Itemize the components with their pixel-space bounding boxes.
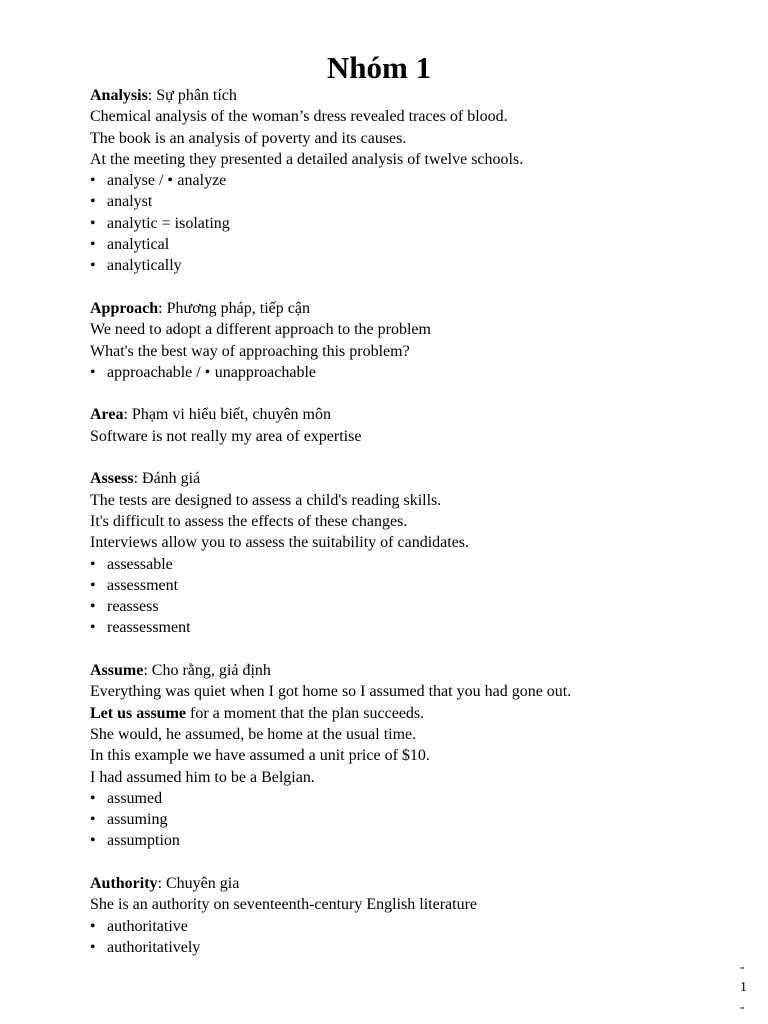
example-sentence: She is an authority on seventeenth-century English literature bbox=[90, 896, 477, 914]
entry-authority-heading bbox=[90, 873, 730, 894]
bullet-item: • assessment bbox=[90, 575, 730, 596]
headword: Approach bbox=[90, 299, 159, 317]
bullet-item: • assumed bbox=[90, 788, 730, 809]
bullet-item: • analytically bbox=[90, 255, 730, 276]
headword: Analysis bbox=[90, 87, 148, 104]
page-number: - 1 - bbox=[740, 960, 747, 1015]
entry-approach-heading bbox=[90, 298, 730, 319]
example-sentence: Everything was quiet when I got home so I assumed that you had gone out. bbox=[90, 683, 572, 701]
bullet-item: • analytical bbox=[90, 234, 730, 255]
bold-phrase: Let us assume bbox=[90, 704, 187, 722]
example-sentence: Chemical analysis of the woman’s dress revealed traces of blood. bbox=[90, 108, 508, 126]
meaning: : Chuyên gia bbox=[157, 874, 240, 892]
bullet-icon: • bbox=[90, 789, 96, 807]
meaning: : Cho rằng, giả định bbox=[143, 662, 271, 680]
spacer bbox=[90, 639, 730, 660]
bullet-icon: • bbox=[167, 172, 174, 190]
bullet-icon: • bbox=[204, 363, 211, 381]
headword: Assume bbox=[90, 662, 144, 680]
bullet-item: • authoritatively bbox=[90, 937, 730, 958]
bullet-icon: • bbox=[90, 193, 96, 211]
bullet-icon: • bbox=[90, 555, 96, 573]
page-title: Nhóm 1 bbox=[326, 50, 432, 85]
spacer bbox=[90, 383, 730, 404]
bullet-item: • assumption bbox=[90, 830, 730, 851]
bullet-icon: • bbox=[90, 576, 96, 594]
bullet-item: • analyst bbox=[90, 191, 730, 212]
meaning: : Phương pháp, tiếp cận bbox=[158, 299, 310, 317]
headword: Area bbox=[90, 406, 124, 424]
bullet-icon: • bbox=[90, 363, 96, 381]
example-sentence: Interviews allow you to assess the suitability of candidates. bbox=[90, 534, 470, 552]
bullet-icon: • bbox=[90, 236, 96, 254]
spacer bbox=[90, 852, 730, 873]
bullet-icon: • bbox=[90, 172, 96, 190]
headword: Authority bbox=[90, 874, 158, 892]
example-sentence: It's difficult to assess the effects of these changes. bbox=[90, 512, 408, 530]
bullet-icon: • bbox=[90, 811, 96, 829]
example-sentence: In this example we have assumed a unit price of $10. bbox=[90, 747, 430, 765]
spacer bbox=[90, 447, 730, 468]
example-sentence: We need to adopt a different approach to the problem bbox=[90, 321, 431, 339]
bullet-item: • analyse / • analyze bbox=[90, 170, 730, 191]
bullet-icon: • bbox=[90, 619, 96, 637]
meaning: : Sự phân tích bbox=[147, 87, 237, 104]
bullet-icon: • bbox=[90, 214, 96, 232]
example-sentence: Software is not really my area of expertise bbox=[90, 427, 362, 445]
example-sentence: The tests are designed to assess a child's reading skills. bbox=[90, 491, 442, 509]
bullet-item: • reassess bbox=[90, 596, 730, 617]
bullet-icon: • bbox=[90, 598, 96, 616]
entry-area-heading bbox=[90, 404, 730, 425]
bullet-item: • analytic = isolating bbox=[90, 213, 730, 234]
entry-assess-heading bbox=[90, 468, 730, 489]
bullet-item: • authoritative bbox=[90, 916, 730, 937]
bullet-item: • assuming bbox=[90, 809, 730, 830]
entry-assume-heading bbox=[90, 660, 730, 681]
headword: Assess bbox=[90, 470, 134, 488]
bullet-icon: • bbox=[90, 938, 96, 956]
example-sentence: Let us assume for a moment that the plan succeeds. bbox=[90, 704, 425, 722]
bullet-icon: • bbox=[90, 917, 96, 935]
bullet-icon: • bbox=[90, 257, 96, 275]
bullet-icon: • bbox=[90, 832, 96, 850]
example-sentence: What's the best way of approaching this problem? bbox=[90, 342, 410, 360]
meaning: : Đánh giá bbox=[133, 470, 201, 488]
document-body bbox=[90, 85, 730, 958]
example-sentence: The book is an analysis of poverty and its causes. bbox=[90, 129, 407, 147]
example-sentence: I had assumed him to be a Belgian. bbox=[90, 768, 315, 786]
bullet-item: • assessable bbox=[90, 554, 730, 575]
bullet-item: • approachable / • unapproachable bbox=[90, 362, 730, 383]
spacer bbox=[90, 277, 730, 298]
entry-analysis-heading bbox=[90, 85, 730, 106]
example-sentence: At the meeting they presented a detailed analysis of twelve schools. bbox=[90, 150, 524, 168]
bullet-item: • reassessment bbox=[90, 617, 730, 638]
meaning: : Phạm vi hiểu biết, chuyên môn bbox=[123, 406, 331, 424]
example-sentence: She would, he assumed, be home at the usual time. bbox=[90, 725, 417, 743]
